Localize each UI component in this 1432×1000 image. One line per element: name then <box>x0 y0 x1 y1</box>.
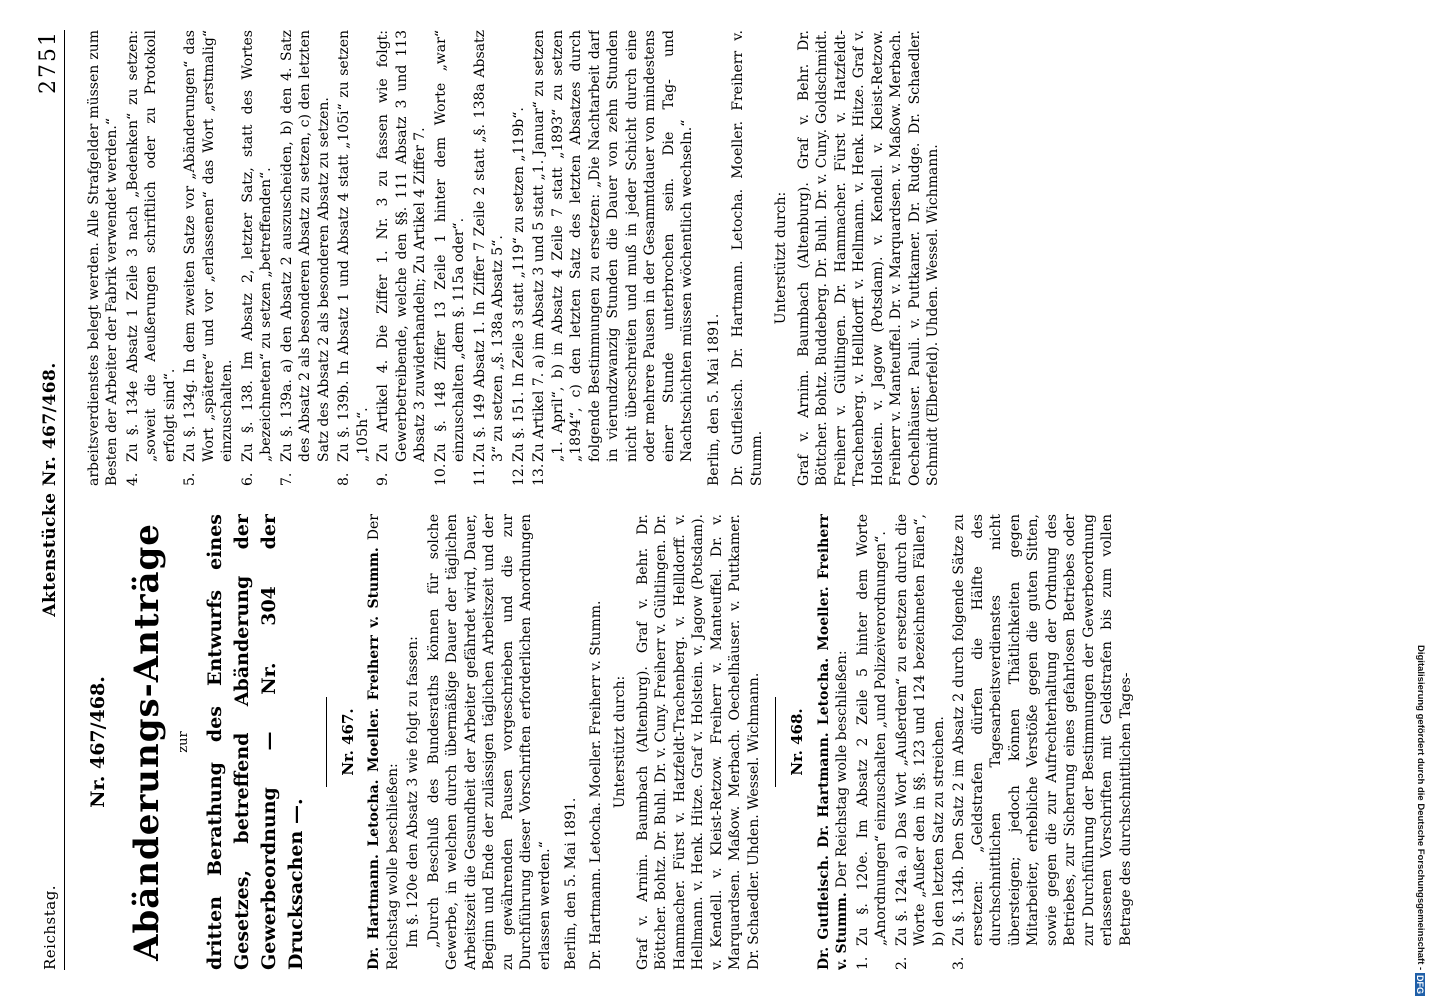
running-head <box>36 30 65 970</box>
intro-468: Der Reichstag wolle beschließen: <box>834 650 850 888</box>
amendment-item: 3. Zu §. 134b. Den Satz 2 im Absatz 2 durch folgende Sätze zu ersetzen: „Geldstrafen dürfen die Hälfte des durchschnittlichen Tagesarbeitsverdienstes nicht übersteigen; jedoch können Thätlichkeiten gegen Mitarbeiter, erhebliche Verstöße gegen die guten Sitten, sowie gegen die zur Aufrechterhaltung der Ordnung des Betriebes, zur Sicherung eines gefahrlosen Betriebes oder zur Durchführung der Bestimmungen der Gewerbeordnung erlassenen Vorschriften mit Geldstrafen bis zum vollen Betrage des durchschnittlichen Tages- <box>951 514 1134 970</box>
amendment-467-quote: „Durch Beschluß des Bundesraths können für solche Gewerbe, in welchen durch übermäßige Dauer der täglichen Arbeitszeit die Gesundheit der Arbeiter gefährdet wird, Dauer, Beginn und Ende der zulässigen täglichen Arbeitszeit und der zu gewährenden Pausen vorgeschrieben und die zur Durchführung dieser Vorschriften erforderlichen Anordnungen erlassen werden.“ <box>425 514 553 970</box>
amendment-467-item: Im §. 120e den Absatz 3 wie folgt zu fassen: <box>405 636 421 948</box>
intro-467: Der Reichstag wolle beschließen: <box>366 514 401 970</box>
signers-467: Dr. Hartmann. Letocha. Moeller. Freiherr v. Stumm. <box>587 600 604 970</box>
amendment-item: 2. Zu §. 124a. a) Das Wort „Außerdem“ zu ersetzen durch die Worte „Außer den in §§. 123 und 124 bezeichneten Fällen“, b) den letzten Satz zu streichen. <box>893 514 947 970</box>
amendment-item: 5. Zu §. 134g. In dem zweiten Satze vor „Abänderungen“ das Wort „spätere“ und vor „erlassenen“ das Wort „erstmalig“ einzuschalten. <box>182 30 235 486</box>
divider <box>775 697 776 787</box>
place-date-468: Berlin, den 5. Mai 1891. <box>705 313 722 486</box>
dfg-logo: DFG <box>1415 975 1425 994</box>
amendment-item: 6. Zu §. 138. Im Absatz 2, letzter Satz, statt des Wortes „bezeichneten“ zu setzen „betreffenden“. <box>239 30 274 486</box>
amendment-item: 13. Zu Artikel 7. a) im Absatz 3 und 5 statt „1. Januar“ zu setzen „1. April“, b) in Absatz 4 Zeile 7 statt „1893“ zu setzen „1894“, c) den letzten Satz des letzten Absatzes durch folgende Bestimmungen zu ersetzen: „Die Nachtarbeit darf in vierundzwanzig Stunden die Dauer von zehn Stunden nicht überschreiten und muß in jeder Schicht durch eine oder mehrere Pausen in der Gesammtdauer von mindestens einer Stunde unterbrochen sein. Die Tag- und Nachtschichten müssen wöchentlich wechseln.“ <box>531 30 695 486</box>
signers-468: Dr. Gutfleisch. Dr. Hartmann. Letocha. Moeller. Freiherr v. Stumm. <box>730 30 765 486</box>
section-heading-467: Nr. 467. <box>338 708 357 776</box>
page-number: 2751 <box>36 30 61 94</box>
text-columns <box>83 30 1268 970</box>
amendment-item: 12. Zu §. 151. In Zeile 3 statt „119“ zu setzen „119b“. <box>510 107 527 486</box>
amendment-item: 11. Zu §. 149 Absatz 1. In Ziffer 7 Zeile 2 statt „§. 138a Absatz 3“ zu setzen „§. 138a Absatz 5“. <box>471 30 506 486</box>
amendment-item: 10. Zu §. 148 Ziffer 13 Zeile 1 hinter dem Worte „war“ einzuschalten „dem §. 115a oder“. <box>432 30 467 486</box>
left-column <box>83 514 1268 970</box>
title-connector: zur <box>176 731 191 753</box>
supported-by-467: Unterstützt durch: <box>612 675 628 809</box>
digitization-notice <box>1412 4 1426 996</box>
running-head-title: Aktenstücke Nr. 467/468. <box>40 362 60 617</box>
right-column <box>83 30 1268 486</box>
place-date-467: Berlin, den 5. Mai 1891. <box>563 797 579 970</box>
subtitle: dritten Berathung des Entwurfs eines Gesetzes, betreffend Abänderung der Gewerbeordnung — Nr. 304 der Drucksachen —. <box>203 514 307 970</box>
carry-over-text: arbeitsverdienstes belegt werden. Alle Strafgelder müssen zum Besten der Arbeiter der Fabrik verwendet werden.“ <box>85 30 120 486</box>
proposers-468: Dr. Gutfleisch. Dr. Hartmann. Letocha. Moeller. Freiherr v. Stumm. Der Reichstag wolle beschließen: <box>815 514 850 970</box>
amendment-item: 1. Zu §. 120e. Im Absatz 2 Zeile 5 hinter dem Worte „Anordnungen“ einzuschalten „und Polizeiverordnungen“. <box>854 514 889 970</box>
running-head-left: Reichstag. <box>41 884 59 970</box>
amendment-item: 8. Zu §. 139b. In Absatz 1 und Absatz 4 statt „105i“ zu setzen „105h“. <box>336 30 371 486</box>
document-number: Nr. 467/468. <box>86 676 109 808</box>
supporters-467: Graf v. Arnim. Baumbach (Altenburg). Graf v. Behr. Dr. Böttcher. Bohtz. Dr. Buhl. Dr. v. Cuny. Freiherr v. Gültlingen. Dr. Hammacher. Fürst v. Hatzfeldt-Trachenberg. v. Hellldorff. v. Hellmann. v. Henk. Hitze. Graf v. Holstein. v. Jagow (Potsdam). v. Kendell. v. Kleist-Retzow. Freiherr v. Manteuffel. Dr. v. Marquardsen. Maßow. Merbach. Oechelhäuser. v. Puttkamer. Dr. Schaedler. Uhden. Wessel. Wichmann. <box>634 514 762 970</box>
supported-by-468: Unterstützt durch: <box>773 191 789 325</box>
digitization-notice-text: Digitalisierung gefördert durch die Deutsche Forschungsgemeinschaft - <box>1415 645 1426 971</box>
divider <box>326 697 327 787</box>
proposers-467: Dr. Hartmann. Letocha. Moeller. Freiherr v. Stumm. Der Reichstag wolle beschließen: <box>366 514 401 970</box>
amendment-item: 4. Zu §. 134e Absatz 1 Zeile 3 nach „Bedenken“ zu setzen: „soweit die Aeußerungen schriftlich oder zu Protokoll erfolgt sind“. <box>124 30 178 486</box>
supporters-468: Graf v. Arnim. Baumbach (Altenburg). Graf v. Behr. Dr. Böttcher. Bohtz. Buddeberg. Dr. Buhl. Dr. v. Cuny. Goldschmidt. Freiherr v. Gültlingen. Dr. Hammacher. Fürst v. Hatzfeldt-Trachenberg. v. Hellldorff. v. Hellmann. v. Henk. Hitze. Graf v. Holstein. v. Jagow (Potsdam). v. Kendell. v. Kleist-Retzow. Freiherr v. Manteuffel. Dr. v. Marquardsen. v. Maßow. Merbach. Oechelhäuser. Pauli. v. Puttkamer. Dr. Rudge. Dr. Schaedler. Schmidt (Elberfeld). Uhden. Wessel. Wichmann. <box>795 30 941 486</box>
amendment-item: 9. Zu Artikel 4. Die Ziffer 1. Nr. 3 zu fassen wie folgt: Gewerbetreibende, welche den §§. 111 Absatz 3 und 113 Absatz 3 zuwiderhandeln; Zu Artikel 4 Ziffer 7. <box>375 30 428 486</box>
amendment-item: 7. Zu §. 139a. a) den Absatz 2 auszuscheiden, b) den 4. Satz des Absatz 2 als besonderen Absatz zu setzen, c) den letzten Satz des Absatz 2 als besonderen Absatz zu setzen. <box>278 30 332 486</box>
main-title: Abänderungs-Anträge <box>127 523 167 961</box>
section-heading-468: Nr. 468. <box>788 708 806 776</box>
